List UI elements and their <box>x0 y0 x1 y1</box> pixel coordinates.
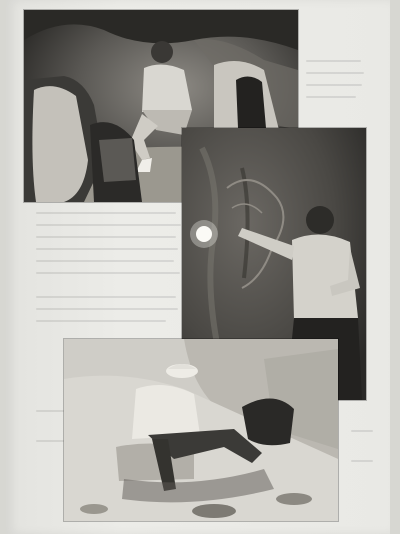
bleed-through-line <box>36 410 64 412</box>
bleed-through-line <box>36 212 176 214</box>
bleed-through-line <box>306 60 361 62</box>
bleed-through-line <box>36 248 178 250</box>
bleed-through-line <box>36 308 178 310</box>
bleed-through-line <box>36 296 176 298</box>
bleed-through-line <box>36 260 174 262</box>
bleed-through-line <box>36 440 64 442</box>
bleed-through-line <box>36 320 166 322</box>
bleed-through-line <box>36 224 181 226</box>
bleed-through-line <box>36 272 180 274</box>
bleed-through-line <box>36 236 176 238</box>
bleed-through-line <box>351 430 373 432</box>
photo-bottom <box>64 339 338 521</box>
photo-bottom-image <box>64 339 338 521</box>
bleed-through-line <box>306 72 364 74</box>
bleed-through-line <box>351 460 373 462</box>
bleed-through-line <box>306 96 356 98</box>
bleed-through-line <box>306 84 362 86</box>
